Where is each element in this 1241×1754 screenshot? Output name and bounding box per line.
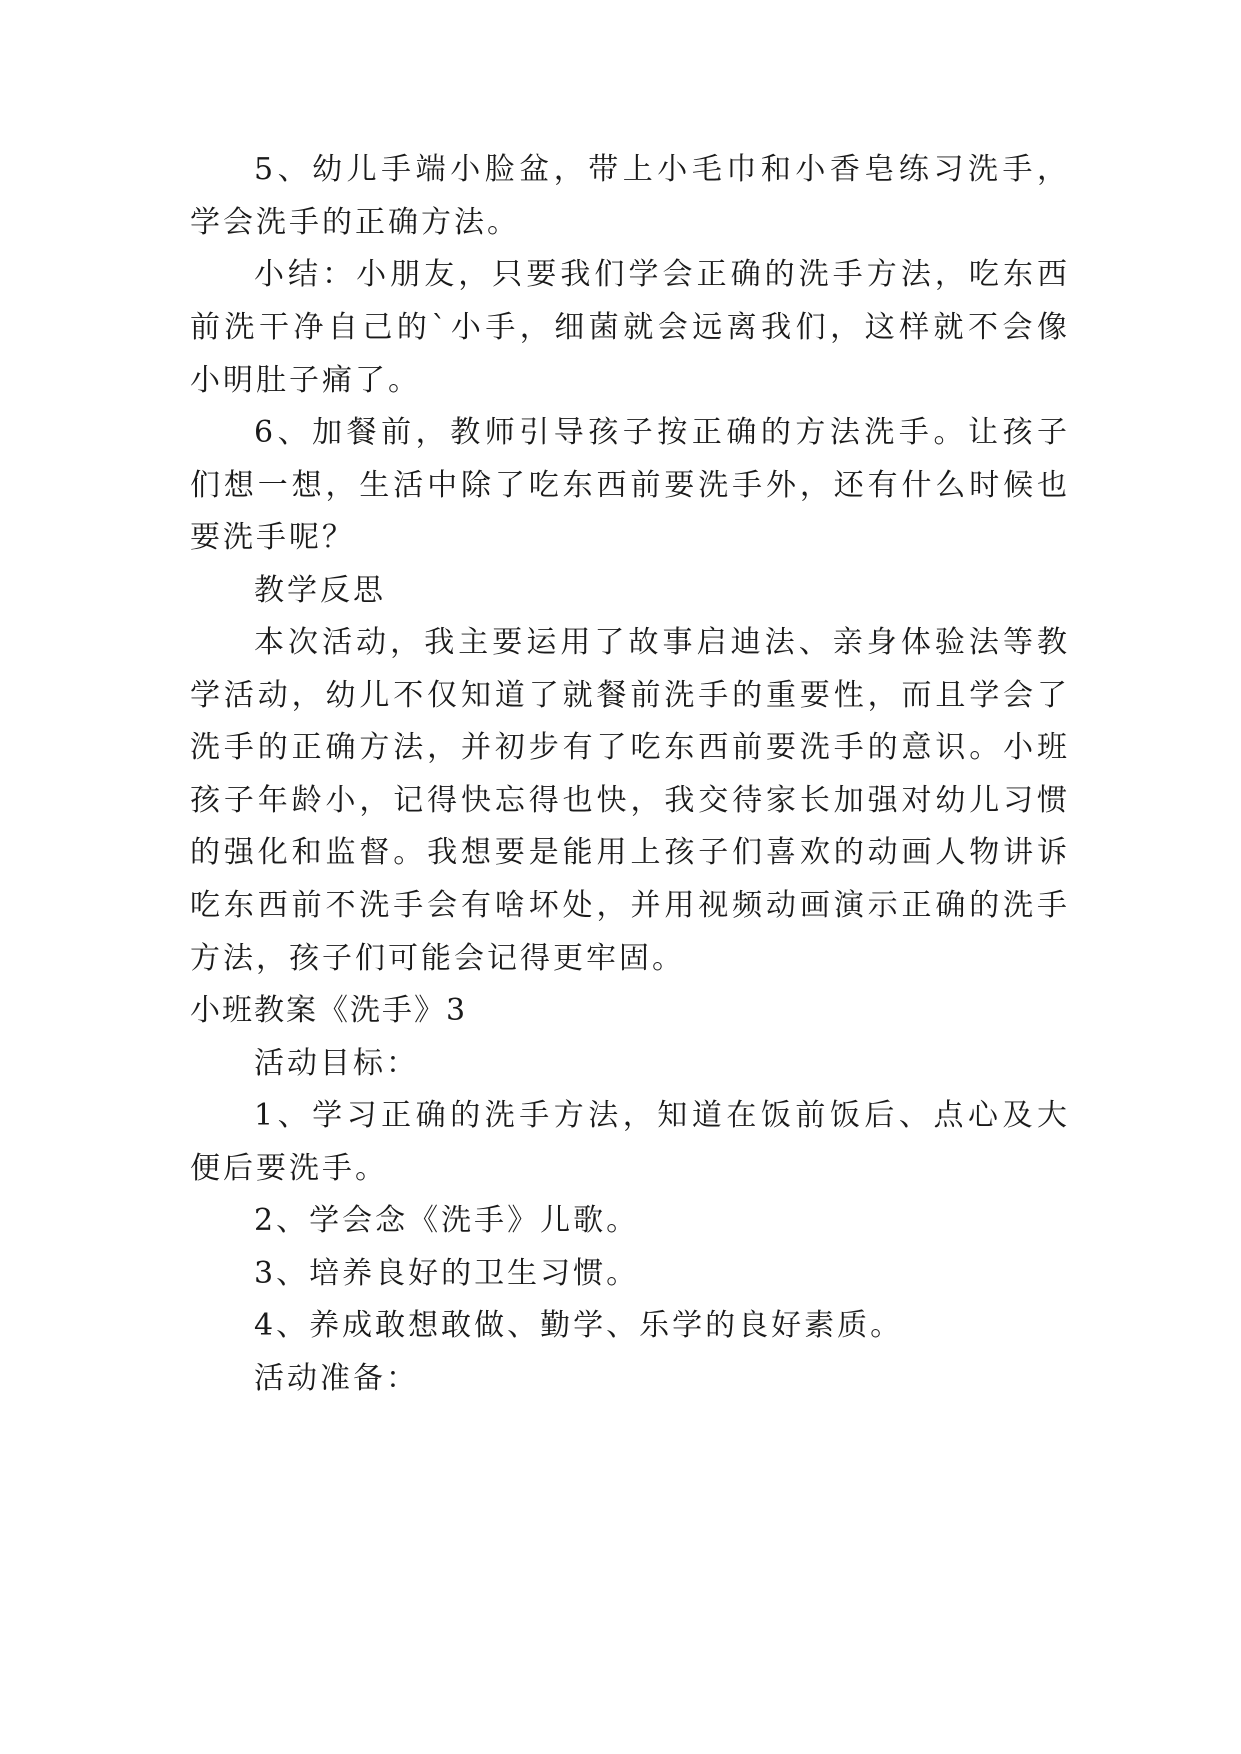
paragraph-line: 吃东西前不洗手会有啥坏处，并用视频动画演示正确的洗手 — [190, 888, 1070, 923]
section-heading: 活动准备： — [254, 1361, 419, 1396]
paragraph-line: 小明肚子痛了。 — [190, 363, 421, 398]
paragraph-line: 孩子年龄小，记得快忘得也快，我交待家长加强对幼儿习惯 — [190, 783, 1070, 818]
paragraph-line: 学活动，幼儿不仅知道了就餐前洗手的重要性，而且学会了 — [190, 678, 1070, 713]
lesson-title: 小班教案《洗手》3 — [190, 993, 468, 1028]
section-heading: 活动目标： — [254, 1046, 419, 1081]
paragraph-line: 本次活动，我主要运用了故事启迪法、亲身体验法等教 — [254, 625, 1070, 660]
list-item: 3、培养良好的卫生习惯。 — [254, 1256, 640, 1291]
paragraph-line: 要洗手呢？ — [190, 520, 355, 555]
section-heading: 教学反思 — [254, 573, 386, 608]
list-item: 4、养成敢想敢做、勤学、乐学的良好素质。 — [254, 1308, 904, 1343]
paragraph-line: 6、加餐前，教师引导孩子按正确的方法洗手。让孩子 — [254, 415, 1070, 450]
paragraph-line: 学会洗手的正确方法。 — [190, 205, 520, 240]
paragraph-line: 方法，孩子们可能会记得更牢固。 — [190, 941, 685, 976]
list-item: 2、学会念《洗手》儿歌。 — [254, 1203, 640, 1238]
paragraph-line: 小结：小朋友，只要我们学会正确的洗手方法，吃东西 — [254, 257, 1070, 292]
paragraph-line: 前洗干净自己的`小手，细菌就会远离我们，这样就不会像 — [190, 310, 1070, 345]
paragraph-line: 洗手的正确方法，并初步有了吃东西前要洗手的意识。小班 — [190, 730, 1070, 765]
paragraph-line: 们想一想，生活中除了吃东西前要洗手外，还有什么时候也 — [190, 468, 1070, 503]
list-item: 1、学习正确的洗手方法，知道在饭前饭后、点心及大 — [254, 1098, 1070, 1133]
list-item-continuation: 便后要洗手。 — [190, 1151, 388, 1186]
paragraph-line: 的强化和监督。我想要是能用上孩子们喜欢的动画人物讲诉 — [190, 835, 1070, 870]
paragraph-line: 5、幼儿手端小脸盆，带上小毛巾和小香皂练习洗手， — [254, 152, 1070, 187]
